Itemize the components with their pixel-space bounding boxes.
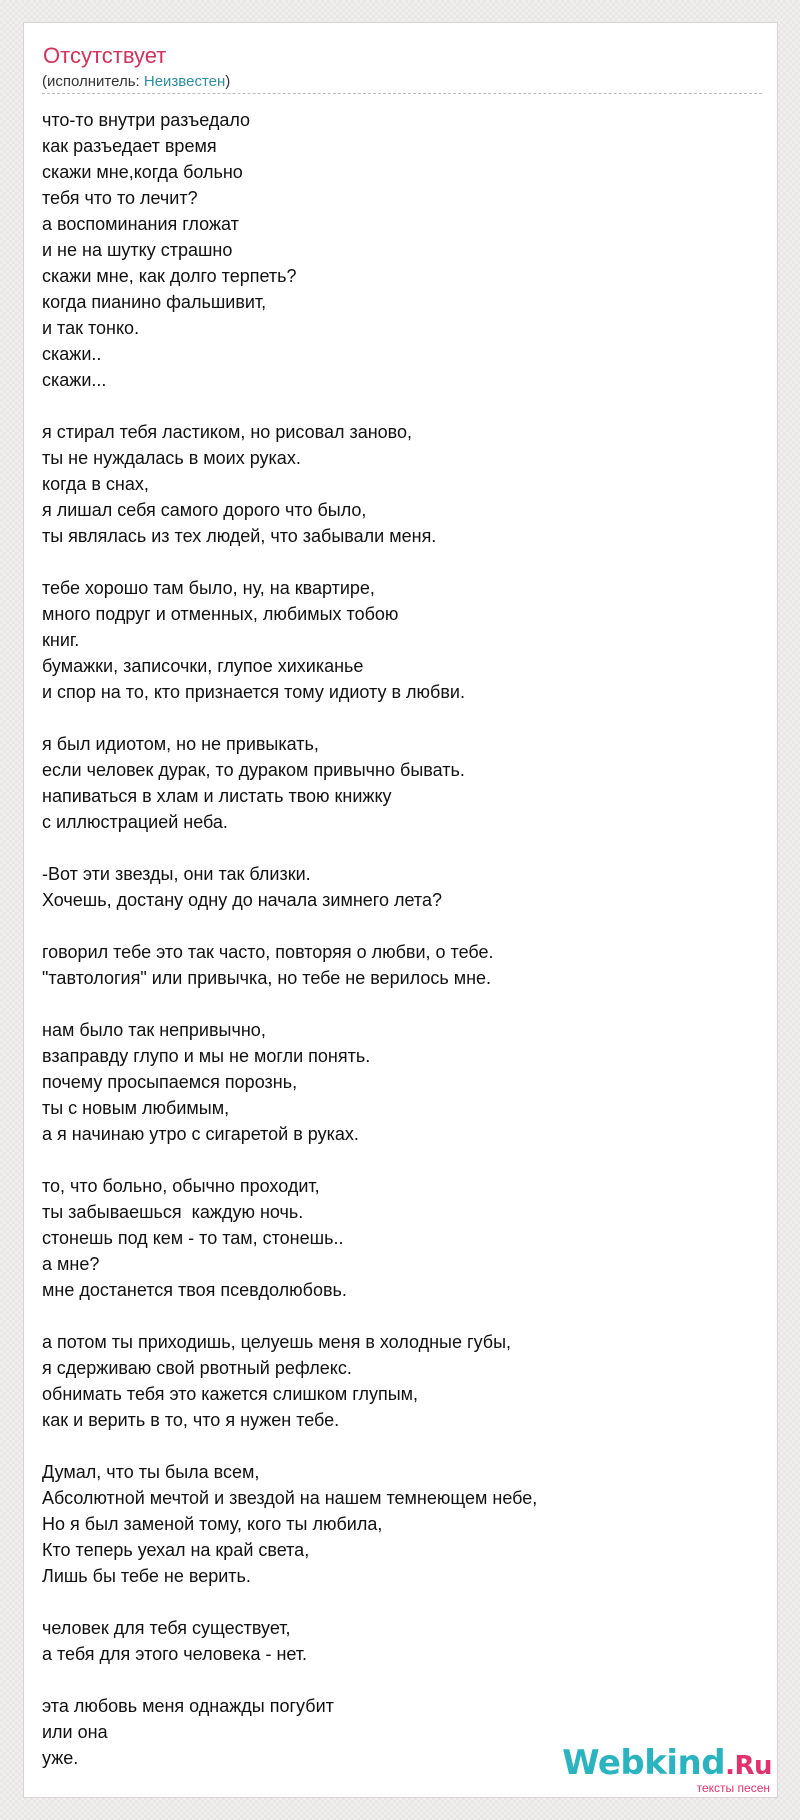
logo-wordmark bbox=[562, 1745, 772, 1784]
lyrics-line: уже. bbox=[42, 1748, 79, 1768]
lyrics-line: почему просыпаемся порознь, bbox=[42, 1072, 298, 1092]
lyrics-blank-line bbox=[42, 913, 762, 939]
lyrics-line: взаправду глупо и мы не могли понять. bbox=[42, 1046, 371, 1066]
lyrics-line: "тавтология" или привычка, но тебе не верилось мне. bbox=[42, 968, 492, 988]
lyrics-line: я был идиотом, но не привыкать, bbox=[42, 734, 319, 754]
lyrics-line: когда в снах, bbox=[42, 474, 149, 494]
lyrics-line: стонешь под кем - то там, стонешь.. bbox=[42, 1228, 344, 1248]
lyrics-line: напиваться в хлам и листать твою книжку bbox=[42, 786, 392, 806]
lyrics-line: тебе хорошо там было, ну, на квартире, bbox=[42, 578, 375, 598]
lyrics-line: книг. bbox=[42, 630, 80, 650]
lyrics-line: как и верить в то, что я нужен тебе. bbox=[42, 1410, 340, 1430]
lyrics-line: Абсолютной мечтой и звездой на нашем темнеющем небе, bbox=[42, 1488, 538, 1508]
song-title: Отсутствует bbox=[43, 43, 167, 68]
lyrics-line: ты являлась из тех людей, что забывали меня. bbox=[42, 526, 437, 546]
lyrics-line: обнимать тебя это кажется слишком глупым, bbox=[42, 1384, 419, 1404]
lyrics-blank-line bbox=[42, 1589, 762, 1615]
lyrics-text bbox=[42, 107, 762, 1771]
lyrics-blank-line bbox=[42, 1303, 762, 1329]
lyrics-line: а потом ты приходишь, целуешь меня в холодные губы, bbox=[42, 1332, 512, 1352]
lyrics-line: Хочешь, достану одну до начала зимнего лета? bbox=[42, 890, 442, 910]
lyrics-line: и не на шутку страшно bbox=[42, 240, 233, 260]
site-logo[interactable] bbox=[562, 1745, 772, 1794]
lyrics-line: я лишал себя самого дорого что было, bbox=[42, 500, 367, 520]
lyrics-blank-line bbox=[42, 1147, 762, 1173]
lyrics-line: ты забываешься каждую ночь. bbox=[42, 1202, 304, 1222]
lyrics-line: тебя что то лечит? bbox=[42, 188, 198, 208]
lyrics-line: скажи... bbox=[42, 370, 107, 390]
lyrics-line: -Вот эти звезды, они так близки. bbox=[42, 864, 311, 884]
logo-main-text: Webkind bbox=[562, 1743, 726, 1783]
lyrics-line: много подруг и отменных, любимых тобою bbox=[42, 604, 399, 624]
lyrics-line: говорил тебе это так часто, повторяя о любви, о тебе. bbox=[42, 942, 494, 962]
lyrics-line: бумажки, записочки, глупое хихиканье bbox=[42, 656, 364, 676]
logo-tld: .Ru bbox=[725, 1751, 772, 1781]
lyrics-line: когда пианино фальшивит, bbox=[42, 292, 267, 312]
lyrics-line: Кто теперь уехал на край света, bbox=[42, 1540, 310, 1560]
lyrics-blank-line bbox=[42, 835, 762, 861]
lyrics-line: и так тонко. bbox=[42, 318, 140, 338]
lyrics-blank-line bbox=[42, 705, 762, 731]
lyrics-card bbox=[23, 22, 778, 1798]
lyrics-blank-line bbox=[42, 1667, 762, 1693]
lyrics-line: если человек дурак, то дураком привычно бывать. bbox=[42, 760, 465, 780]
lyrics-line: и спор на то, кто признается тому идиоту в любви. bbox=[42, 682, 465, 702]
artist-line bbox=[42, 73, 230, 91]
artist-suffix: ) bbox=[225, 73, 231, 90]
lyrics-line: я стирал тебя ластиком, но рисовал заново, bbox=[42, 422, 413, 442]
lyrics-blank-line bbox=[42, 549, 762, 575]
lyrics-line: что-то внутри разъедало bbox=[42, 110, 251, 130]
lyrics-line: а я начинаю утро с сигаретой в руках. bbox=[42, 1124, 359, 1144]
lyrics-blank-line bbox=[42, 991, 762, 1017]
lyrics-line: а тебя для этого человека - нет. bbox=[42, 1644, 308, 1664]
lyrics-blank-line bbox=[42, 393, 762, 419]
lyrics-line: с иллюстрацией неба. bbox=[42, 812, 228, 832]
lyrics-line: ты не нуждалась в моих руках. bbox=[42, 448, 301, 468]
logo-tagline: тексты песен bbox=[696, 1781, 770, 1795]
lyrics-line: а воспоминания гложат bbox=[42, 214, 239, 234]
lyrics-line: скажи.. bbox=[42, 344, 102, 364]
lyrics-blank-line bbox=[42, 1433, 762, 1459]
lyrics-line: скажи мне,когда больно bbox=[42, 162, 243, 182]
lyrics-line: Думал, что ты была всем, bbox=[42, 1462, 260, 1482]
lyrics-line: Лишь бы тебе не верить. bbox=[42, 1566, 251, 1586]
lyrics-line: а мне? bbox=[42, 1254, 100, 1274]
lyrics-line: скажи мне, как долго терпеть? bbox=[42, 266, 297, 286]
title-divider bbox=[42, 93, 762, 94]
lyrics-line: человек для тебя существует, bbox=[42, 1618, 291, 1638]
lyrics-line: мне достанется твоя псевдолюбовь. bbox=[42, 1280, 347, 1300]
lyrics-line: или она bbox=[42, 1722, 108, 1742]
artist-link[interactable]: Неизвестен bbox=[143, 73, 226, 90]
lyrics-line: то, что больно, обычно проходит, bbox=[42, 1176, 320, 1196]
lyrics-line: как разъедает время bbox=[42, 136, 217, 156]
lyrics-line: я сдерживаю свой рвотный рефлекс. bbox=[42, 1358, 352, 1378]
lyrics-line: эта любовь меня однажды погубит bbox=[42, 1696, 334, 1716]
lyrics-line: Но я был заменой тому, кого ты любила, bbox=[42, 1514, 383, 1534]
artist-prefix: (исполнитель: bbox=[42, 73, 144, 90]
lyrics-line: нам было так непривычно, bbox=[42, 1020, 266, 1040]
lyrics-line: ты с новым любимым, bbox=[42, 1098, 230, 1118]
